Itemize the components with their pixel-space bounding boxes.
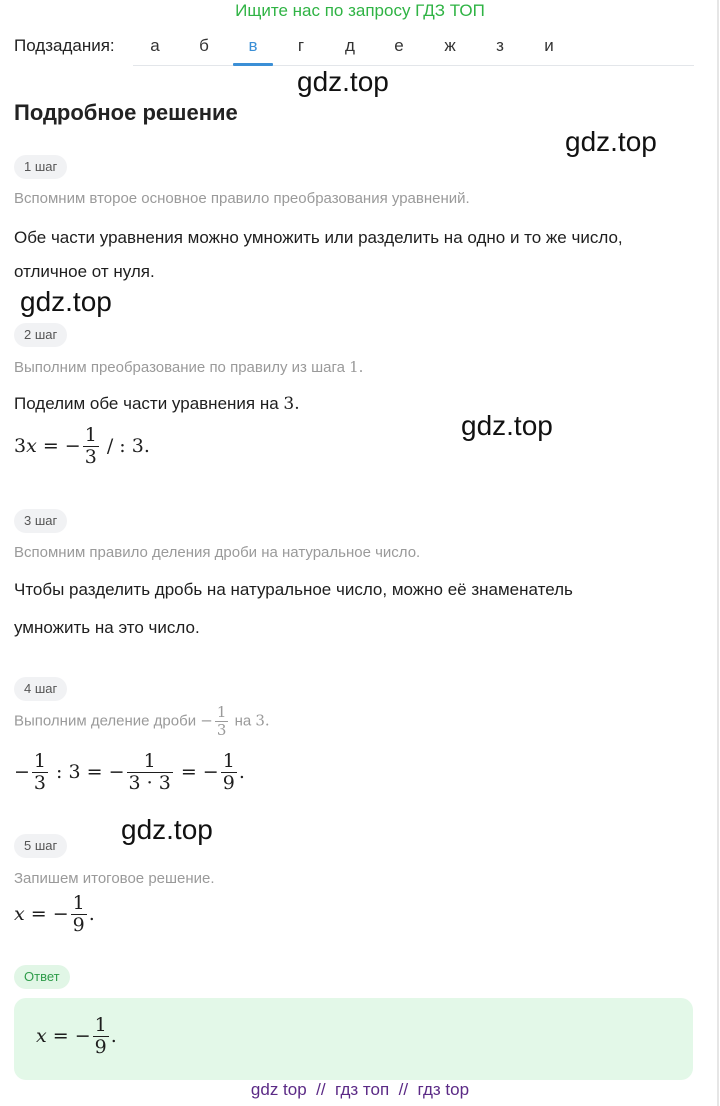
- step-text: отличное от нуля.: [14, 262, 155, 281]
- answer-formula: [36, 1016, 117, 1058]
- tab-v[interactable]: в: [248, 36, 258, 55]
- footer-link-gdz-top-ru[interactable]: гдз топ: [335, 1080, 390, 1099]
- step-hint: [14, 358, 363, 376]
- hint-text: Выполним деление дроби: [14, 712, 197, 730]
- fraction-numerator: 1: [216, 703, 227, 721]
- page-right-border: [717, 0, 719, 1106]
- math-op: = −: [174, 760, 219, 783]
- math-formula: [14, 426, 150, 468]
- math-op: / : 3.: [100, 434, 150, 457]
- math-formula: [14, 752, 245, 794]
- math-op: .: [88, 902, 95, 925]
- footer-link-gdz-top[interactable]: gdz top: [250, 1080, 307, 1099]
- step-badge: 2 шаг: [14, 323, 67, 347]
- math-op: −: [14, 760, 30, 783]
- tab-zh[interactable]: ж: [444, 36, 456, 55]
- watermark: gdz.top: [565, 126, 657, 157]
- step-hint: [14, 705, 270, 739]
- step-text: Обе части уравнения можно умножить или разделить на одно и то же число,: [14, 228, 623, 247]
- step-number: 3.: [283, 394, 300, 414]
- fraction-denominator: 9: [72, 913, 85, 936]
- fraction-denominator: 3: [33, 771, 47, 794]
- step-badge: 1 шаг: [14, 155, 67, 179]
- math-var: x: [14, 902, 25, 925]
- fraction: [127, 752, 173, 794]
- tab-d[interactable]: д: [345, 36, 355, 55]
- section-title: Подробное решение: [14, 100, 238, 125]
- fraction-numerator: 1: [222, 750, 235, 772]
- fraction: [32, 752, 48, 794]
- hint-number: 3.: [255, 711, 270, 730]
- footer-link-gdz-top-mixed[interactable]: гдз top: [417, 1080, 470, 1099]
- fraction-numerator: 1: [94, 1014, 107, 1036]
- step-text: Чтобы разделить дробь на натуральное число, можно её знаменатель: [14, 580, 573, 599]
- math-var: x: [26, 434, 37, 457]
- math-coef: 3: [14, 434, 27, 457]
- tab-b[interactable]: б: [199, 36, 209, 55]
- tab-i[interactable]: и: [544, 36, 554, 55]
- fraction-denominator: 9: [94, 1035, 107, 1058]
- math-op: = −: [24, 902, 69, 925]
- fraction-numerator: 1: [143, 750, 156, 772]
- step-hint: Вспомним второе основное правило преобразования уравнений.: [14, 190, 470, 207]
- step-badge: 3 шаг: [14, 509, 67, 533]
- hint-text: Выполним преобразование по правилу из шага: [14, 359, 345, 376]
- fraction: [221, 752, 237, 794]
- math-var: x: [36, 1024, 47, 1047]
- footer-separator: //: [398, 1080, 409, 1099]
- fraction-denominator: 3: [216, 720, 227, 739]
- step-hint: Запишем итоговое решение.: [14, 870, 215, 887]
- step-text-part: Поделим обе части уравнения на: [14, 394, 279, 413]
- math-op: : 3 = −: [50, 760, 125, 783]
- hint-minus: −: [200, 711, 213, 730]
- fraction-denominator: 3: [84, 445, 97, 468]
- math-formula: [14, 894, 95, 936]
- tab-z[interactable]: з: [496, 36, 504, 55]
- math-op: .: [110, 1024, 117, 1047]
- watermark: gdz.top: [20, 286, 112, 317]
- watermark: gdz.top: [461, 410, 553, 441]
- fraction: [71, 894, 87, 936]
- hint-number: 1.: [349, 358, 364, 376]
- answer-badge: Ответ: [14, 965, 70, 989]
- step-text: умножить на это число.: [14, 618, 200, 637]
- search-banner: Ищите нас по запросу ГДЗ ТОП: [235, 1, 485, 20]
- tab-g[interactable]: г: [297, 36, 305, 55]
- math-op: = −: [36, 434, 81, 457]
- fraction-numerator: 1: [84, 424, 97, 446]
- hint-text: на: [234, 712, 252, 730]
- footer-separator: //: [316, 1080, 326, 1099]
- footer-links: [0, 1080, 720, 1100]
- math-op: = −: [46, 1024, 91, 1047]
- subtasks-nav: [0, 30, 720, 70]
- fraction: [83, 426, 99, 468]
- fraction-numerator: 1: [33, 750, 47, 772]
- fraction-denominator: 9: [222, 771, 235, 794]
- step-badge: 5 шаг: [14, 834, 67, 858]
- fraction-numerator: 1: [72, 892, 85, 914]
- fraction: [93, 1016, 109, 1058]
- tabs-divider: [133, 65, 694, 66]
- active-tab-indicator: [233, 63, 273, 66]
- tab-a[interactable]: а: [150, 36, 160, 55]
- step-text: [14, 394, 300, 414]
- subtasks-label: Подзадания:: [14, 36, 115, 55]
- step-hint: Вспомним правило деления дроби на натуральное число.: [14, 544, 421, 561]
- watermark: gdz.top: [121, 814, 213, 845]
- watermark: gdz.top: [297, 66, 389, 97]
- math-op: .: [238, 760, 245, 783]
- fraction-denominator: 3 · 3: [128, 771, 171, 794]
- step-badge: 4 шаг: [14, 677, 67, 701]
- answer-box: [14, 998, 693, 1080]
- hint-fraction: [215, 705, 229, 739]
- tab-e[interactable]: е: [394, 36, 404, 55]
